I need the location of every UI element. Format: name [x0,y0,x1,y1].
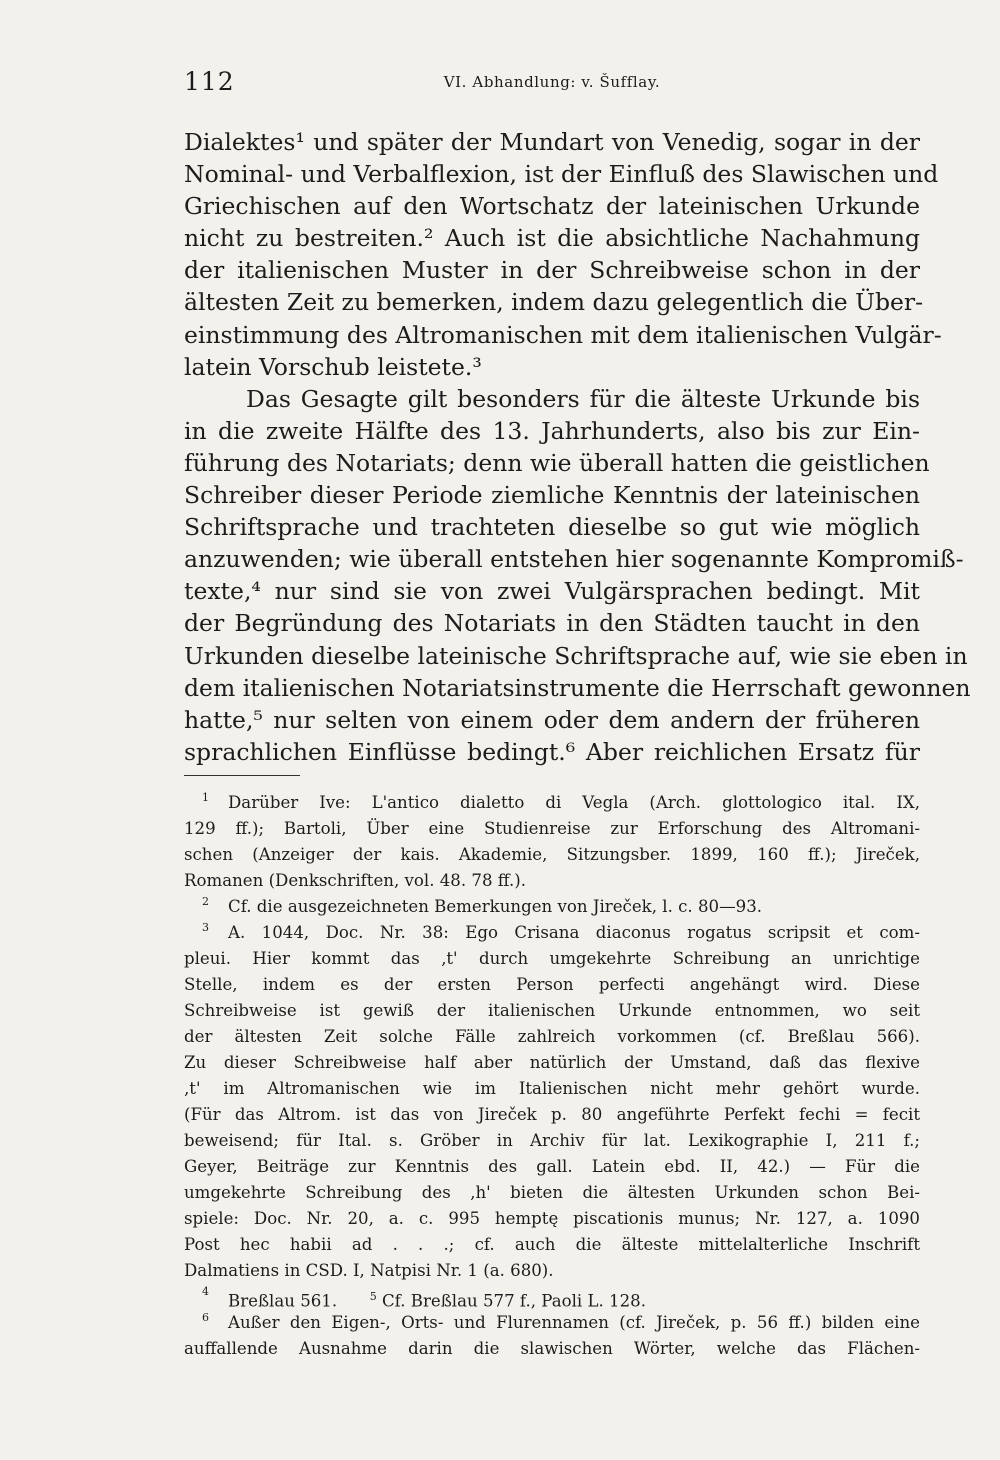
text-line: führung des Notariats; denn wie überall hatten die geistlichen [184,448,930,477]
footnote-line: Romanen (Denkschriften, vol. 48. 78 ff.). [184,871,527,890]
footnote-4-text: Breßlau 561. [228,1291,338,1311]
page-header [184,66,920,98]
footnote-line: pleui. Hier kommt das ‚t' durch umgekehrte Schreibung an unrichtige [184,949,920,968]
footnote-divider [184,775,300,776]
footnote-line: beweisend; für Ital. s. Gröber in Archiv für lat. Lexikographie I, 211 f.; [184,1131,920,1150]
footnote-line: (Für das Altrom. ist das von Jireček p. 80 angeführte Perfekt fechi = fecit [184,1105,920,1124]
footnote-1 [184,790,920,816]
footnote-line: Dalmatiens in CSD. I, Natpisi Nr. 1 (a. 680). [184,1261,554,1280]
footnote-mark: 4 [202,1285,209,1298]
footnote-line: auffallende Ausnahme darin die slawischen Wörter, welche das Flächen- [184,1339,920,1358]
text-line: Urkunden dieselbe lateinische Schriftsprache auf, wie sie eben in [184,641,968,670]
footnote-line: der ältesten Zeit solche Fälle zahlreich vorkommen (cf. Breßlau 566). [184,1027,920,1046]
footnote-text: Darüber Ive: L'antico dialetto di Vegla (Arch. glottologico ital. IX, [228,793,920,812]
text-line: Dialektes¹ und später der Mundart von Venedig, sogar in der [184,128,920,156]
footnote-mark: 2 [202,895,209,908]
footnote-line: spiele: Doc. Nr. 20, a. c. 995 hemptę piscationis munus; Nr. 127, a. 1090 [184,1209,920,1228]
footnote-2 [184,894,920,920]
footnote-text: Cf. die ausgezeichneten Bemerkungen von Jireček, l. c. 80—93. [228,897,763,916]
text-line: sprachlichen Einflüsse bedingt.⁶ Aber reichlichen Ersatz für [184,737,920,766]
text-line: Nominal- und Verbalflexion, ist der Einfluß des Slawischen und [184,160,939,189]
text-line: der italienischen Muster in der Schreibweise schon in der [184,256,920,285]
text-line: texte,⁴ nur sind sie von zwei Vulgärsprachen bedingt. Mit [184,577,920,606]
paragraph-start-line: Das Gesagte gilt besonders für die älteste Urkunde bis [246,384,920,413]
text-line: Schreiber dieser Periode ziemliche Kenntnis der lateinischen [184,481,920,510]
footnote-line: Geyer, Beiträge zur Kenntnis des gall. Latein ebd. II, 42.) — Für die [184,1157,920,1176]
text-line: in die zweite Hälfte des 13. Jahrhunderts, also bis zur Ein- [184,416,920,445]
page-number: 112 [184,67,235,96]
running-title: VI. Abhandlung: v. Šufflay. [443,73,661,91]
footnote-line: 129 ff.); Bartoli, Über eine Studienreise zur Erforschung des Altromani- [184,819,920,838]
footnote-line: Schreibweise ist gewiß der italienischen Urkunde entnommen, wo seit [184,1001,920,1020]
main-text [184,126,971,768]
footnote-mark: 6 [202,1311,209,1324]
footnote-line: Zu dieser Schreibweise half aber natürlich der Umstand, daß das flexive [184,1053,920,1072]
footnote-text: Außer den Eigen-, Orts- und Flurennamen (cf. Jireček, p. 56 ff.) bilden eine [228,1313,920,1332]
footnotes [184,790,920,1362]
text-line: hatte,⁵ nur selten von einem oder dem andern der früheren [184,705,920,734]
text-line: nicht zu bestreiten.² Auch ist die absichtliche Nachahmung [184,224,920,253]
text-line: anzuwenden; wie überall entstehen hier sogenannte Kompromiß- [184,545,964,574]
footnote-line: schen (Anzeiger der kais. Akademie, Sitzungsber. 1899, 160 ff.); Jireček, [184,845,920,864]
footnote-text: A. 1044, Doc. Nr. 38: Ego Crisana diaconus rogatus scripsit et com- [228,923,920,942]
footnote-6 [184,1310,920,1336]
text-line: der Begründung des Notariats in den Städten taucht in den [184,609,920,638]
text-line: Schriftsprache und trachteten dieselbe so gut wie möglich [184,513,920,542]
footnote-line: Post hec habii ad . . .; cf. auch die älteste mittelalterliche Inschrift [184,1235,920,1254]
text-line: ältesten Zeit zu bemerken, indem dazu gelegentlich die Über- [184,288,924,317]
text-line: latein Vorschub leistete.³ [184,352,482,381]
footnote-5-text: Cf. Breßlau 577 f., Paoli L. 128. [381,1291,647,1311]
text-line: einstimmung des Altromanischen mit dem italienischen Vulgär- [184,320,942,349]
footnote-line: ‚t' im Altromanischen wie im Italienischen nicht mehr gehört wurde. [184,1079,920,1098]
text-line: Griechischen auf den Wortschatz der lateinischen Urkunde [184,192,920,221]
footnote-mark: 5 [369,1290,377,1303]
footnote-3 [184,920,920,946]
footnote-line: umgekehrte Schreibung des ‚h' bieten die ältesten Urkunden schon Bei- [184,1183,920,1202]
footnote-line: Stelle, indem es der ersten Person perfecti angehängt wird. Diese [184,975,920,994]
footnote-mark: 3 [202,921,209,934]
text-line: dem italienischen Notariatsinstrumente die Herrschaft gewonnen [184,673,971,702]
footnote-mark: 1 [202,791,209,804]
footnote-4-5 [184,1284,920,1310]
